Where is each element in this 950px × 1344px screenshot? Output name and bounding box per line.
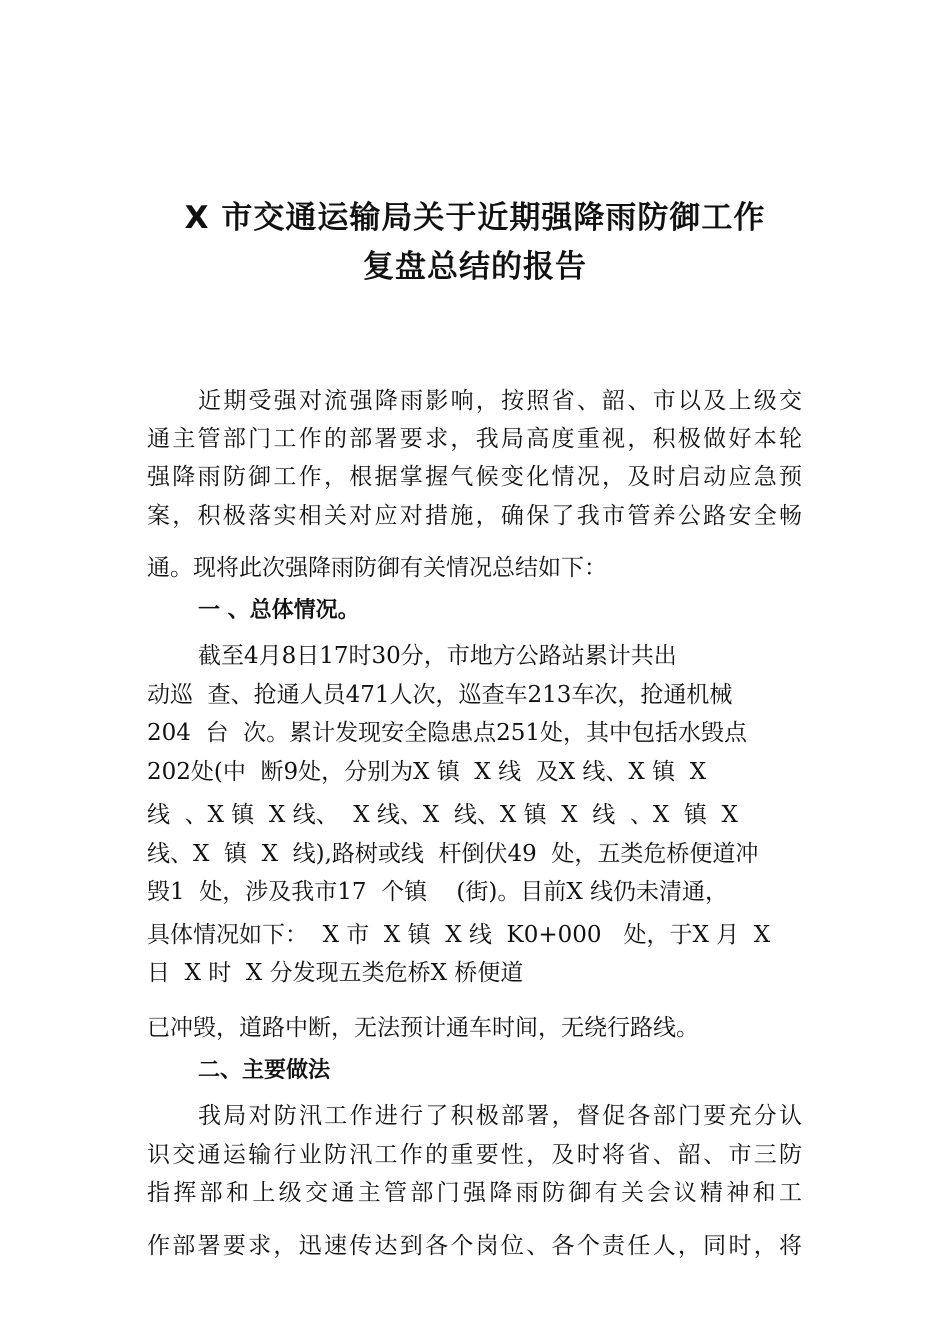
- paragraph-2-line: 毁1 处，涉及我市17 个镇 (街)。目前X 线仍未清通，: [147, 879, 729, 905]
- document-title-line-1: X 市交通运输局关于近期强降雨防御工作: [184, 200, 766, 236]
- paragraph-3-line: 我局对防汛工作进行了积极部署，督促各部门要充分认: [198, 1103, 802, 1129]
- paragraph-2-line: 204 台 次。累计发现安全隐患点251处，其中包括水毁点: [147, 720, 748, 746]
- section-heading-1: 一 、总体情况。: [198, 598, 360, 623]
- paragraph-2-line: 线 、X 镇 X 线、 X 线、X 线、X 镇 X 线 、X 镇 X: [147, 802, 738, 828]
- paragraph-1-line: 近期受强对流强降雨影响，按照省、韶、市以及上级交: [198, 388, 802, 414]
- document-title-line-2: 复盘总结的报告: [363, 249, 587, 285]
- paragraph-2-line: 日 X 时 X 分发现五类危桥X 桥便道: [147, 960, 524, 986]
- paragraph-2-line: 具体情况如下： X 市 X 镇 X 线 K0+000 处，于X 月 X: [147, 922, 771, 948]
- paragraph-1-line: 通主管部门工作的部署要求，我局高度重视，积极做好本轮: [147, 426, 802, 452]
- paragraph-2-line: 截至4月8日17时30分，市地方公路站累计共出: [198, 643, 677, 669]
- paragraph-2-line: 已冲毁，道路中断，无法预计通车时间，无绕行路线。: [147, 1015, 699, 1041]
- section-heading-2: 二、主要做法: [198, 1058, 331, 1083]
- paragraph-2-line: 202处(中 断9处，分别为X 镇 X 线 及X 线、X 镇 X: [147, 759, 707, 785]
- paragraph-1-line: 强降雨防御工作，根据掌握气候变化情况，及时启动应急预: [147, 464, 802, 490]
- paragraph-3-line: 作部署要求，迅速传达到各个岗位、各个责任人，同时，将: [147, 1233, 802, 1259]
- paragraph-3-line: 识交通运输行业防汛工作的重要性，及时将省、韶、市三防: [147, 1142, 802, 1168]
- paragraph-1-line: 通。现将此次强降雨防御有关情况总结如下：: [147, 555, 607, 581]
- paragraph-2-line: 动巡 查、抢通人员471人次，巡查车213车次，抢通机械: [147, 682, 733, 708]
- paragraph-1-line: 案，积极落实相关对应对措施，确保了我市管养公路安全畅: [147, 503, 802, 529]
- paragraph-2-line: 线、X 镇 X 线),路树或线 杆倒伏49 处，五类危桥便道冲: [147, 841, 759, 867]
- paragraph-3-line: 指挥部和上级交通主管部门强降雨防御有关会议精神和工: [147, 1180, 802, 1206]
